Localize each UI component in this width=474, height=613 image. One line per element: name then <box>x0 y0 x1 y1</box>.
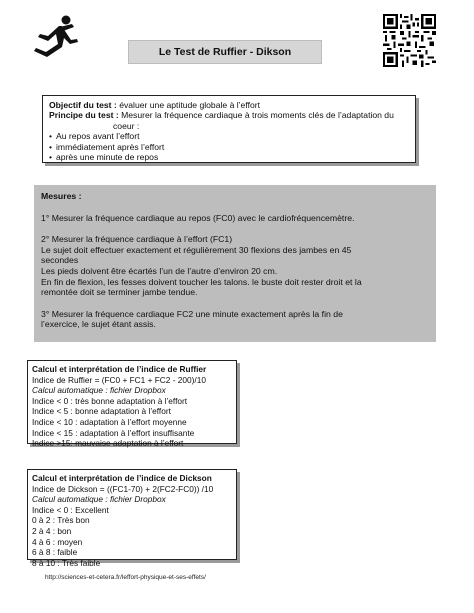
dickson-line: 0 à 2 : Très bon <box>32 515 90 526</box>
list-item: • Au repos avant l’effort <box>49 131 409 141</box>
ruffier-box <box>27 360 237 449</box>
ruffier-line: Indice < 0 : très bonne adaptation à l’effort <box>32 395 188 406</box>
objective-box <box>42 95 416 163</box>
principle-line <box>49 110 409 120</box>
objective-text: évaluer une aptitude globale à l’effort <box>116 100 260 110</box>
principle-label: Principe du test : <box>49 110 119 121</box>
ruffier-auto: Calcul automatique : fichier Dropbox <box>32 385 166 396</box>
list-item: • après une minute de repos <box>49 152 409 162</box>
ruffier-title: Calcul et interprétation de l’indice de Ruffier <box>32 364 207 374</box>
mesures-step-2 <box>41 234 429 298</box>
qr-code-icon <box>383 14 436 67</box>
dickson-box <box>27 469 237 568</box>
dickson-auto: Calcul automatique : fichier Dropbox <box>32 494 166 505</box>
ruffier-formula: Indice de Ruffier = (FC0 + FC1 + FC2 - 200)/10 <box>32 374 206 385</box>
dickson-title: Calcul et interprétation de l’indice de Dickson <box>32 473 212 483</box>
dickson-line: 2 à 4 : bon <box>32 525 72 536</box>
mesures-step-1: 1° Mesurer la fréquence cardiaque au repos (FC0) avec le cardiofréquencemètre. <box>41 212 355 223</box>
objective-line <box>49 100 409 110</box>
mesures-heading: Mesures : <box>41 191 82 201</box>
ruffier-line: Indice < 5 : bonne adaptation à l’effort <box>32 406 171 417</box>
ruffier-line: Indice >15: mauvaise adaptation à l’effort <box>32 438 184 449</box>
objective-label: Objectif du test : <box>49 100 117 110</box>
text-line: secondes <box>41 255 79 266</box>
dickson-line: 4 à 6 : moyen <box>32 536 83 547</box>
list-item: • immédiatement après l’effort <box>49 142 409 152</box>
dickson-formula: Indice de Dickson = ((FC1-70) + 2(FC2-FC0)) /10 <box>32 483 214 494</box>
dickson-line: 6 à 8 : faible <box>32 547 78 558</box>
text-line: remontée doit se terminer jambe tendue. <box>41 287 198 298</box>
dickson-line: Indice < 0 : Excellent <box>32 504 109 515</box>
text-line: 2° Mesurer la fréquence cardiaque à l’effort (FC1) <box>41 234 233 245</box>
ruffier-line: Indice < 15 : adaptation à l’effort insuffisante <box>32 427 195 438</box>
moments-list <box>49 131 409 162</box>
dickson-line: 8 à 10 : Très faible <box>32 557 101 568</box>
text-line: Le sujet doit effectuer exactement et régulièrement 30 flexions des jambes en 45 <box>41 244 352 255</box>
text-line: Les pieds doivent être écartés l’un de l’autre d’environ 20 cm. <box>41 265 278 276</box>
mesures-box <box>34 185 436 342</box>
ruffier-line: Indice < 10 : adaptation à l’effort moyenne <box>32 416 187 427</box>
principle-text-2: coeur : <box>113 120 140 131</box>
text-line: l’exercice, le sujet étant assis. <box>41 319 156 330</box>
runner-icon <box>26 14 84 60</box>
source-url-link[interactable]: http://sciences-et-cetera.fr/leffort-physique-et-ses-effets/ <box>45 574 206 581</box>
text-line: En fin de flexion, les fesses doivent toucher les talons. le buste doit rester droit et la <box>41 276 362 287</box>
page-title: Le Test de Ruffier - Dikson <box>128 40 322 64</box>
mesures-step-3 <box>41 309 429 330</box>
text-line: 3° Mesurer la fréquence cardiaque FC2 une minute exactement après la fin de <box>41 308 343 319</box>
principle-text: Mesurer la fréquence cardiaque à trois moments clés de l’adaptation du <box>118 110 394 121</box>
